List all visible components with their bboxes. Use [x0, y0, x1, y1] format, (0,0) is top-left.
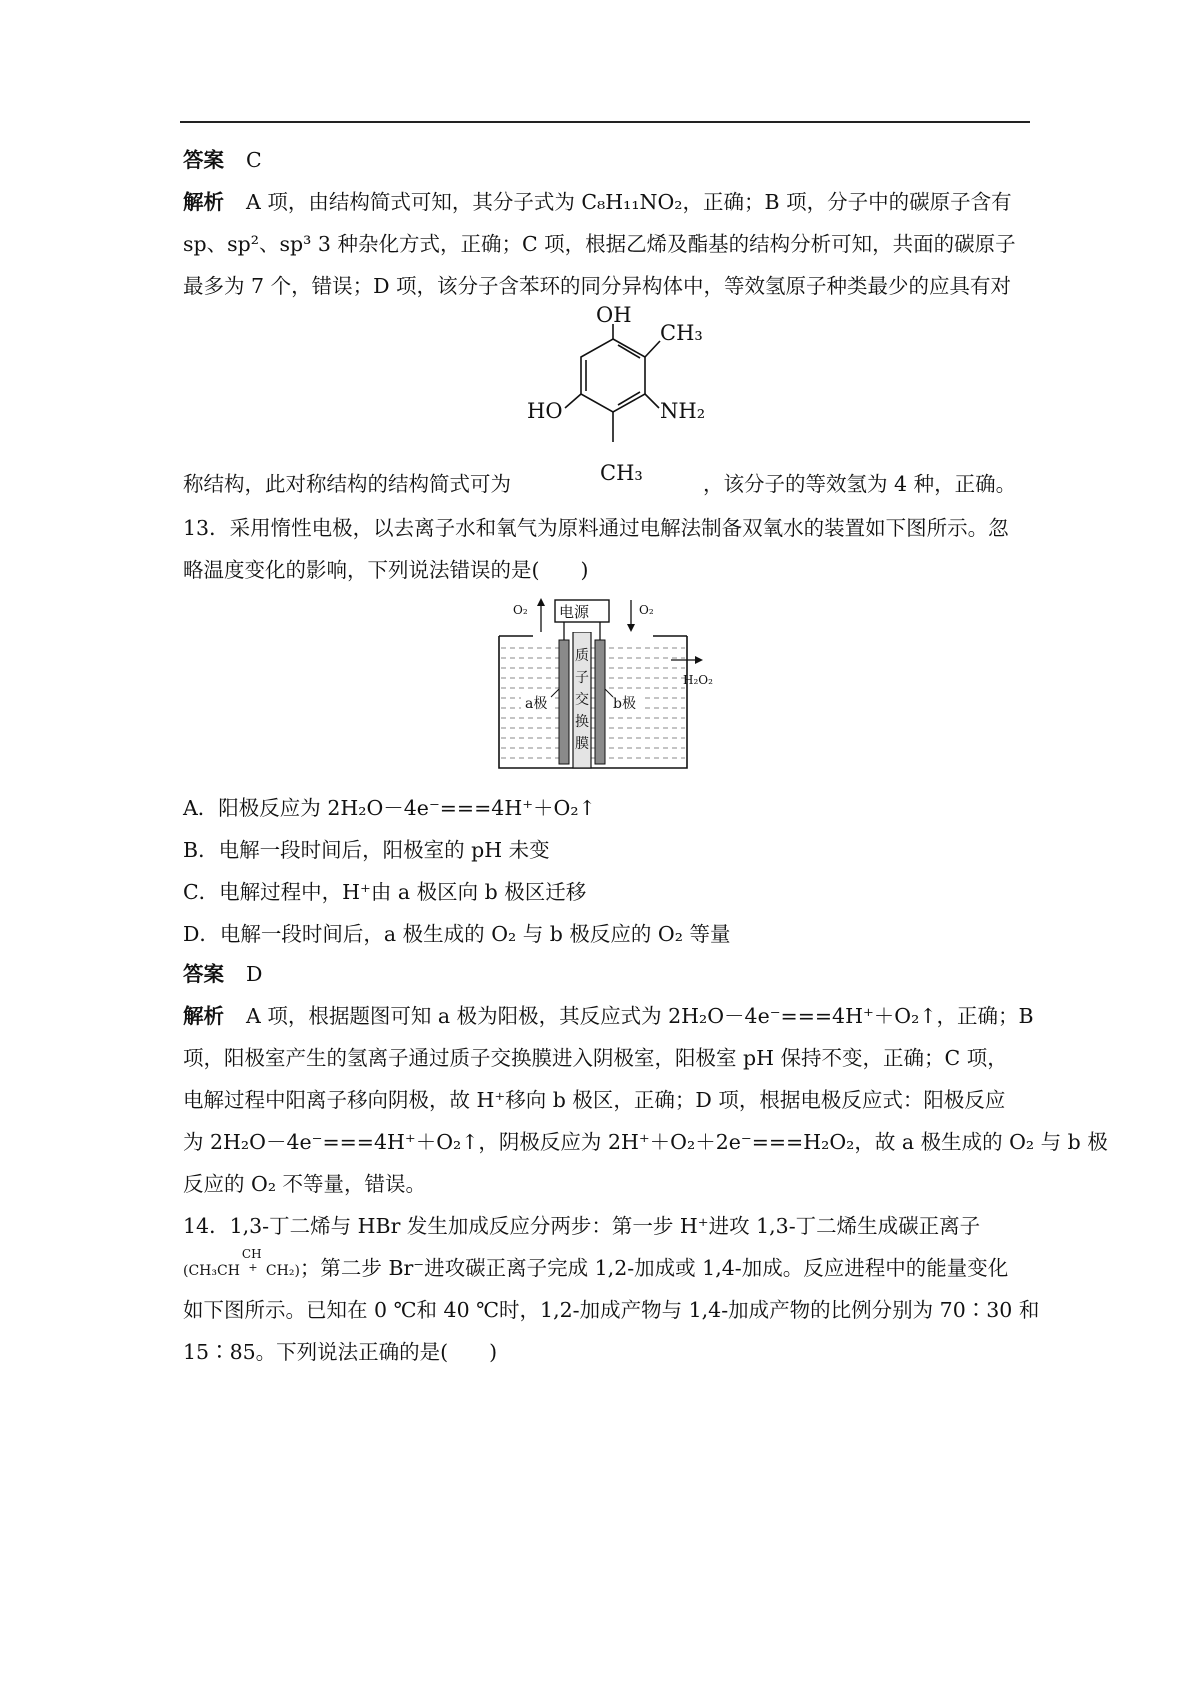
analysis-label: 解析 — [183, 1004, 224, 1028]
analysis-text: A 项，由结构简式可知，其分子式为 C₈H₁₁NO₂，正确；B 项，分子中的碳原子含有 — [246, 190, 1012, 214]
membrane-char-3: 交 — [575, 692, 589, 708]
header-rule — [180, 121, 1030, 123]
q14-line-1: 14．1,3-丁二烯与 HBr 发生加成反应分两步：第一步 H⁺进攻 1,3-丁二烯生成碳正离子 — [183, 1214, 981, 1238]
answer-value: C — [246, 148, 262, 172]
membrane-char-5: 膜 — [575, 736, 589, 752]
carbocation-top: CH — [241, 1247, 262, 1261]
electrode-b — [595, 640, 605, 764]
membrane-char-1: 质 — [575, 648, 589, 664]
answer-label: 答案 — [183, 148, 224, 172]
q13-stem-line-2: 略温度变化的影响，下列说法错误的是( ) — [183, 558, 589, 582]
q12-analysis-line-4b: ，该分子的等效氢为 4 种，正确。 — [703, 472, 1017, 496]
q13-analysis-line-5: 反应的 O₂ 不等量，错误。 — [183, 1172, 427, 1196]
q13-answer-line — [183, 960, 262, 988]
q13-analysis-line-1 — [183, 1002, 1034, 1030]
membrane-char-4: 换 — [575, 714, 589, 730]
ho-left-label: HO — [527, 399, 563, 423]
q12-answer-line — [183, 146, 262, 174]
analysis-label: 解析 — [183, 190, 224, 214]
q12-analysis-line-3: 最多为 7 个，错误；D 项，该分子含苯环的同分异构体中，等效氢原子种类最少的应具有对 — [183, 274, 1012, 298]
q14-line-2 — [183, 1247, 1009, 1286]
carbocation-plus: + CH — [240, 1257, 266, 1286]
membrane-char-2: 子 — [575, 670, 589, 686]
wire-left — [564, 620, 571, 640]
power-label: 电源 — [559, 603, 590, 621]
ch3-bottom-label: CH₃ — [600, 461, 643, 485]
analysis-text: A 项，根据题图可知 a 极为阳极，其反应式为 2H₂O－4e⁻===4H⁺＋O₂↑，正确；B — [246, 1004, 1034, 1028]
nh2-label: NH₂ — [660, 399, 706, 423]
ch3-right-label: CH₃ — [660, 321, 703, 345]
q13-option-c: C．电解过程中，H⁺由 a 极区向 b 极区迁移 — [183, 880, 587, 904]
a-pole-label: a极 — [525, 696, 548, 712]
q12-analysis-line-2: sp、sp²、sp³ 3 种杂化方式，正确；C 项，根据乙烯及酯基的结构分析可知，共面的碳原子 — [183, 232, 1016, 256]
answer-label: 答案 — [183, 962, 224, 986]
benzene-ring — [565, 324, 660, 442]
electrode-a — [559, 640, 569, 764]
electrolysis-apparatus — [495, 596, 735, 772]
q14-line-2-text: ；第二步 Br⁻进攻碳正离子完成 1,2-加成或 1,4-加成。反应进程中的能量变化 — [299, 1256, 1009, 1280]
h2o2-label: H₂O₂ — [683, 673, 713, 687]
q13-stem-line-1: 13．采用惰性电极，以去离子水和氧气为原料通过电解法制备双氧水的装置如下图所示。忽 — [183, 516, 1009, 540]
q12-analysis-line-4a: 称结构，此对称结构的结构简式可为 — [183, 472, 511, 496]
structural-formula — [520, 304, 720, 494]
o2-right-label: O₂ — [639, 603, 654, 617]
q13-analysis-line-3: 电解过程中阳离子移向阴极，故 H⁺移向 b 极区，正确；D 项，根据电极反应式：阳极反应 — [183, 1088, 1006, 1112]
carbocation-main: (CH₃CH — [183, 1263, 240, 1279]
q12-analysis-line-1 — [183, 188, 1012, 216]
wire-right — [593, 620, 600, 640]
answer-value: D — [246, 962, 263, 986]
q13-option-d: D．电解一段时间后，a 极生成的 O₂ 与 b 极反应的 O₂ 等量 — [183, 922, 731, 946]
q13-option-b: B．电解一段时间后，阳极室的 pH 未变 — [183, 838, 550, 862]
b-pole-label: b极 — [613, 696, 636, 712]
carbocation-end: CH₂) — [265, 1263, 300, 1279]
o2-left-label: O₂ — [513, 603, 528, 617]
q13-analysis-line-2: 项，阳极室产生的氢离子通过质子交换膜进入阴极室，阳极室 pH 保持不变，正确；C 项， — [183, 1046, 1008, 1070]
q14-line-3: 如下图所示。已知在 0 ℃和 40 ℃时，1,2-加成产物与 1,4-加成产物的比例分别为 70∶30 和 — [183, 1298, 1040, 1322]
q14-line-4: 15∶85。下列说法正确的是( ) — [183, 1340, 498, 1364]
oh-top-label: OH — [596, 304, 632, 327]
q13-analysis-line-4: 为 2H₂O－4e⁻===4H⁺＋O₂↑，阴极反应为 2H⁺＋O₂＋2e⁻===H₂O₂，故 a 极生成的 O₂ 与 b 极 — [183, 1130, 1108, 1154]
carbocation-formula — [183, 1247, 300, 1286]
q13-option-a: A．阳极反应为 2H₂O－4e⁻===4H⁺＋O₂↑ — [183, 796, 596, 820]
